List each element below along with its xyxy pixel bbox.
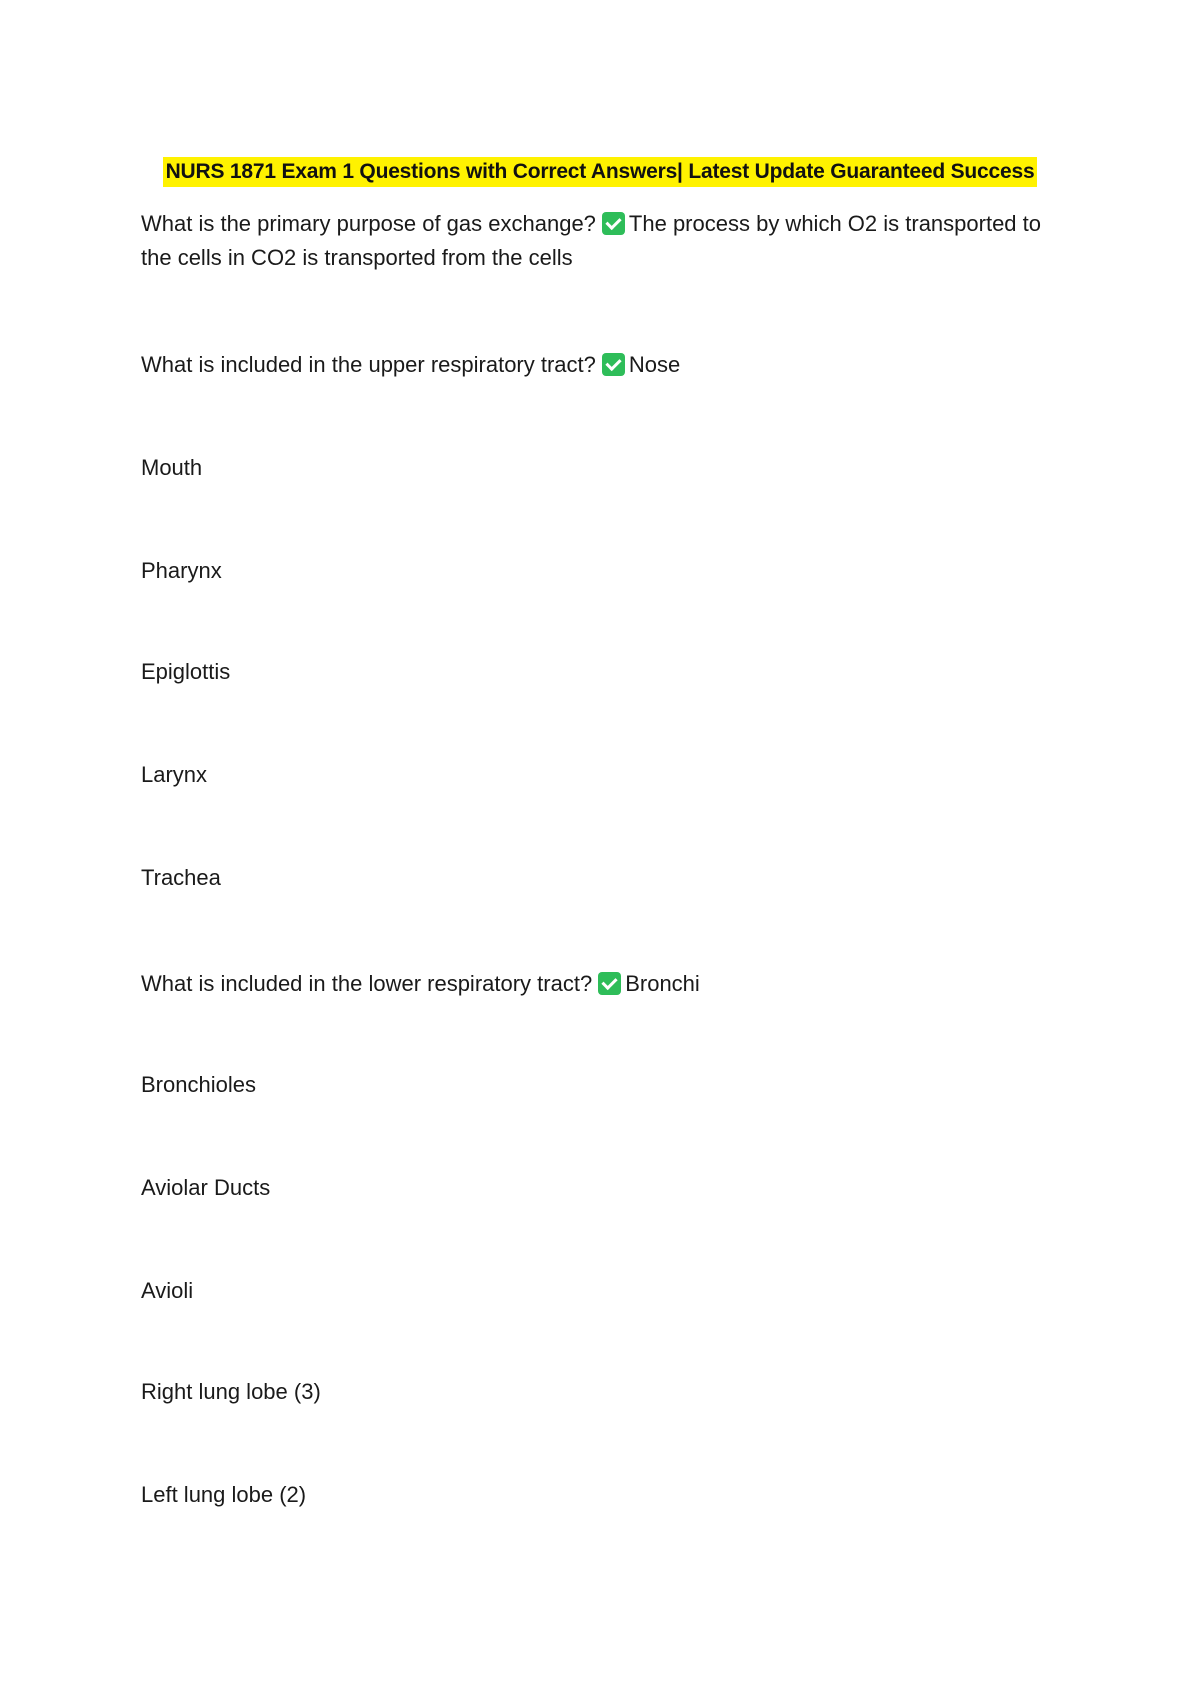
qa-item-3 [141, 967, 700, 1001]
document-title: NURS 1871 Exam 1 Questions with Correct Answers| Latest Update Guaranteed Success [163, 157, 1038, 187]
question-text: What is included in the upper respiratory tract? [141, 352, 596, 377]
list-item: Left lung lobe (2) [141, 1482, 307, 1507]
list-item: Bronchioles [141, 1072, 256, 1097]
list-item: Right lung lobe (3) [141, 1379, 321, 1404]
answer-text: Nose [628, 352, 681, 377]
qa-item-1 [141, 207, 1041, 275]
list-item: Larynx [141, 762, 208, 787]
check-mark-icon [602, 353, 625, 376]
list-item: Aviolar Ducts [141, 1175, 271, 1200]
answer-text: The process by which O2 is transported to the cells in CO2 is transported from the cells [141, 211, 1042, 270]
list-item: Trachea [141, 865, 221, 890]
check-mark-icon [602, 212, 625, 235]
answer-text: Bronchi [625, 971, 700, 996]
list-item: Epiglottis [141, 659, 231, 684]
qa-item-2 [141, 348, 680, 382]
check-mark-icon [598, 972, 621, 995]
list-item: Mouth [141, 455, 203, 480]
question-text: What is included in the lower respiratory tract? [141, 971, 593, 996]
title-block [0, 157, 1200, 187]
list-item: Avioli [141, 1278, 194, 1303]
list-item: Pharynx [141, 558, 222, 583]
question-text: What is the primary purpose of gas exchange? [141, 211, 596, 236]
